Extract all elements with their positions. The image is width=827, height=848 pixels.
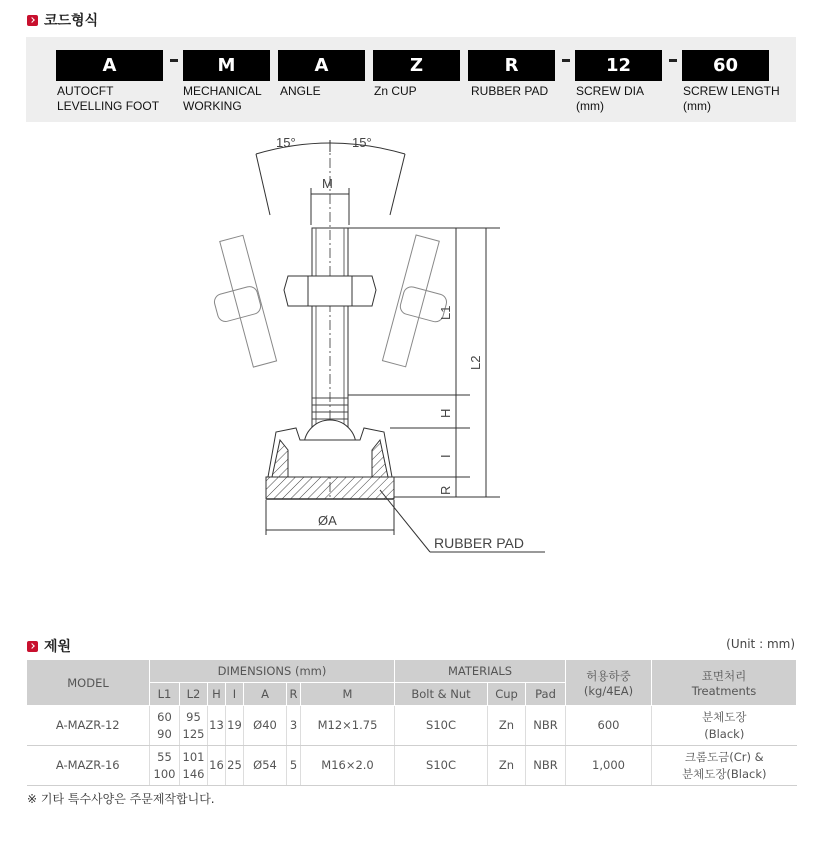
code-label-pad: RUBBER PAD [471, 84, 549, 98]
cell-l1-b: 100 [153, 766, 176, 781]
dim-a-label: ØA [318, 513, 337, 528]
code-section-title-text: 코드형식 [44, 13, 99, 29]
cell-cup: Zn [488, 746, 526, 786]
header-m: M [301, 683, 395, 706]
code-box-length: 60 [682, 50, 769, 81]
cell-cup: Zn [488, 706, 526, 746]
spec-table [26, 659, 797, 786]
code-box-cup: Z [373, 50, 460, 81]
cell-treat-a: 크롬도금(Cr) & [684, 749, 764, 764]
cell-m: M16×2.0 [301, 746, 395, 786]
header-pad: Pad [526, 683, 566, 706]
cell-a: Ø54 [244, 746, 287, 786]
header-a: A [244, 683, 287, 706]
cell-l1-a: 55 [157, 749, 172, 764]
cell-bolt: S10C [395, 746, 488, 786]
cell-treat-b: 분체도장(Black) [682, 766, 767, 781]
header-materials: MATERIALS [395, 660, 566, 683]
cell-load: 600 [566, 706, 652, 746]
cell-model: A-MAZR-12 [27, 706, 150, 746]
table-row [27, 706, 797, 746]
dim-l2-label: L2 [468, 355, 483, 370]
footnote: ※ 기타 특수사양은 주문제작합니다. [27, 792, 215, 806]
cell-h: 13 [208, 706, 226, 746]
code-box-working: M [183, 50, 270, 81]
cell-l1 [150, 706, 180, 746]
cell-l2-b: 146 [182, 766, 205, 781]
cell-treatment [652, 746, 797, 786]
arrow-bullet-icon [27, 641, 38, 652]
cell-l1 [150, 746, 180, 786]
header-load-unit: (kg/4EA) [583, 683, 634, 698]
code-label-type: AUTOCFT LEVELLING FOOT [57, 84, 160, 113]
cell-load: 1,000 [566, 746, 652, 786]
header-i: I [226, 683, 244, 706]
header-l2: L2 [180, 683, 208, 706]
cell-l1-b: 90 [157, 726, 172, 741]
dim-h-label: H [438, 408, 453, 418]
cell-bolt: S10C [395, 706, 488, 746]
code-label-working: MECHANICAL WORKING [183, 84, 262, 113]
header-treat-ko: 표면처리 [701, 668, 747, 683]
code-box-dia: 12 [575, 50, 662, 81]
spec-section-title-text: 제원 [44, 639, 72, 655]
cell-m: M12×1.75 [301, 706, 395, 746]
header-dimensions: DIMENSIONS (mm) [150, 660, 395, 683]
cell-r: 3 [287, 706, 301, 746]
cell-l2 [180, 746, 208, 786]
header-load [566, 660, 652, 706]
cell-treatment [652, 706, 797, 746]
rubber-pad-callout: RUBBER PAD [434, 535, 524, 551]
code-label-length: SCREW LENGTH (mm) [683, 84, 780, 113]
header-model: MODEL [27, 660, 150, 706]
code-label-angle: ANGLE [280, 84, 321, 98]
cell-r: 5 [287, 746, 301, 786]
header-load-ko: 허용하중 [586, 668, 631, 683]
cell-pad: NBR [526, 706, 566, 746]
code-box-angle: A [278, 50, 365, 81]
header-l1: L1 [150, 683, 180, 706]
cell-treat-b: (Black) [704, 726, 745, 741]
cell-i: 19 [226, 706, 244, 746]
header-bolt: Bolt & Nut [395, 683, 488, 706]
header-h: H [208, 683, 226, 706]
code-label-cup: Zn CUP [374, 84, 417, 98]
code-box-type: A [56, 50, 163, 81]
dim-l1-label: L1 [438, 305, 453, 320]
header-cup: Cup [488, 683, 526, 706]
header-r: R [287, 683, 301, 706]
cell-l2-a: 101 [182, 749, 205, 764]
unit-note: (Unit : mm) [726, 637, 795, 651]
cell-l2-a: 95 [186, 709, 201, 724]
angle-left-label: 15° [276, 135, 296, 150]
cell-pad: NBR [526, 746, 566, 786]
code-box-pad: R [468, 50, 555, 81]
cell-model: A-MAZR-16 [27, 746, 150, 786]
cell-treat-a: 분체도장 [702, 709, 747, 724]
table-row [27, 746, 797, 786]
header-treatment [652, 660, 797, 706]
spec-section-title [27, 636, 71, 656]
header-treat-en: Treatments [691, 683, 757, 698]
code-label-dia: SCREW DIA (mm) [576, 84, 645, 113]
cell-l2-b: 125 [182, 726, 205, 741]
dim-m-label: M [322, 176, 333, 191]
cell-l2 [180, 706, 208, 746]
angle-right-label: 15° [352, 135, 372, 150]
cell-h: 16 [208, 746, 226, 786]
dim-i-label: I [438, 454, 453, 458]
cell-a: Ø40 [244, 706, 287, 746]
cell-l1-a: 60 [157, 709, 172, 724]
cell-i: 25 [226, 746, 244, 786]
dim-r-label: R [438, 485, 453, 495]
